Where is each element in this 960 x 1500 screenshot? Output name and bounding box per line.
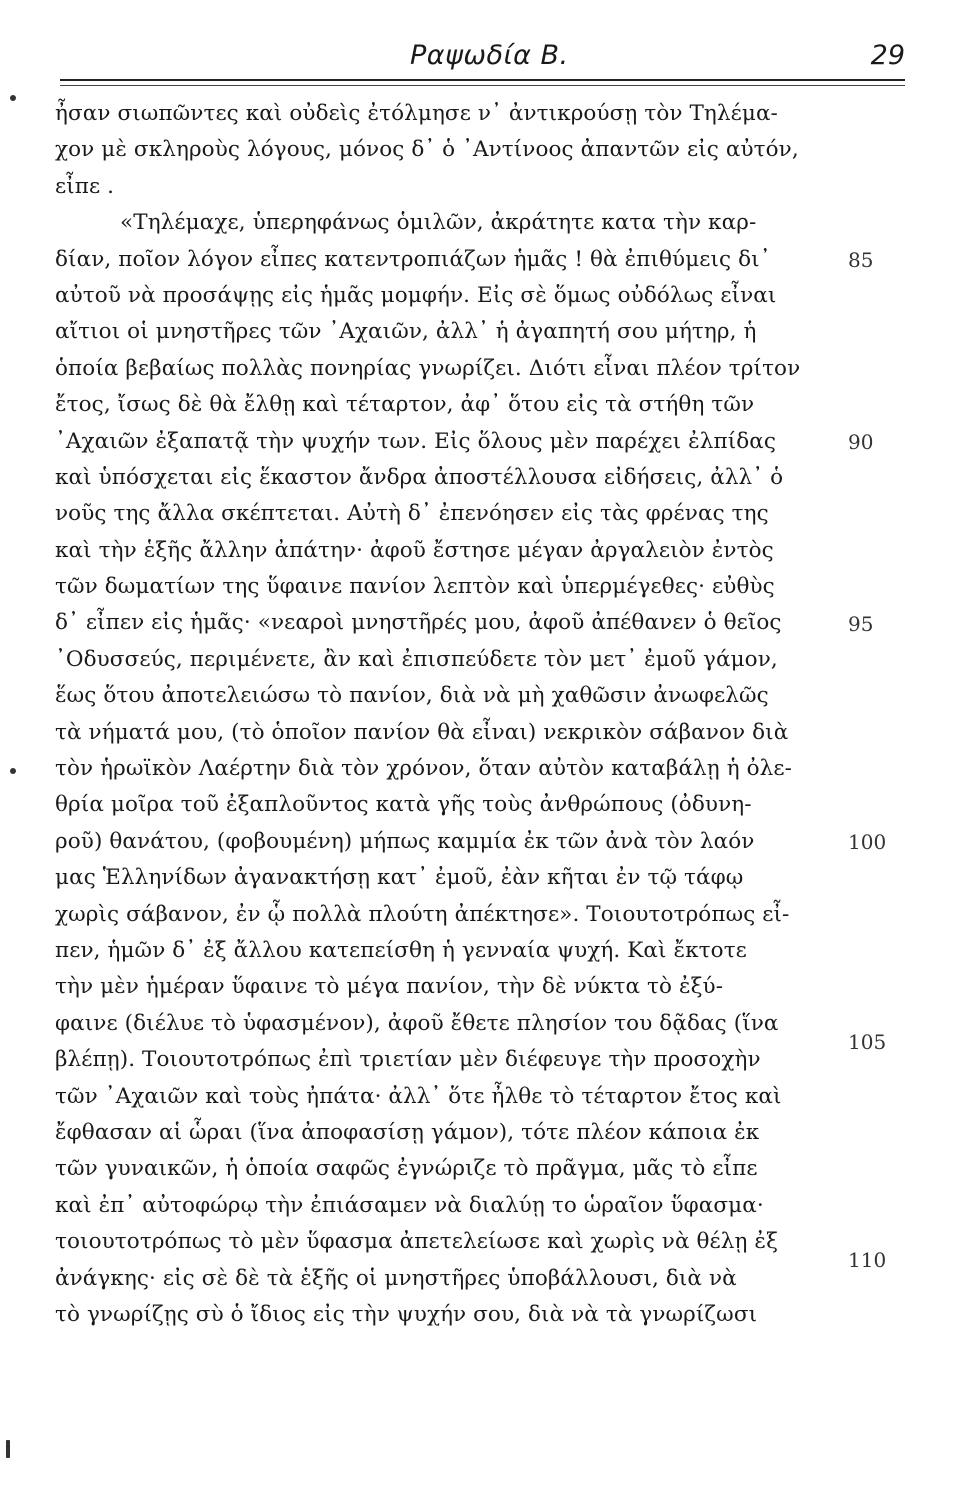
text-line: ἔφθασαν αἱ ὧραι (ἵνα ἀποφασίσῃ γάμον), τότε πλέον κάποια ἐκ (55, 1119, 760, 1145)
header-rule-thick (60, 79, 905, 81)
text-line: αἴτιοι οἱ μνηστῆρες τῶν ᾿Αχαιῶν, ἀλλ᾽ ἡ ἀγαπητή σου μήτηρ, ἡ (55, 319, 757, 345)
text-line: αὐτοῦ νὰ προσάψῃς εἰς ἡμᾶς μομφήν. Εἰς σὲ ὅμως οὐδόλως εἶναι (55, 282, 777, 308)
text-line: τῶν ᾿Αχαιῶν καὶ τοὺς ἠπάτα· ἀλλ᾽ ὅτε ἦλθε τὸ τέταρτον ἔτος καὶ (55, 1083, 782, 1109)
line-number: 90 (848, 430, 874, 454)
text-line: δίαν, ποῖον λόγον εἶπες κατεντροπιάζων ἡμᾶς ! θὰ ἐπιθύμεις δι᾽ (55, 246, 771, 272)
text-line: τῶν γυναικῶν, ἡ ὁποία σαφῶς ἐγνώριζε τὸ πρᾶγμα, μᾶς τὸ εἶπε (55, 1156, 758, 1182)
line-number: 105 (848, 1030, 887, 1054)
text-line: τὴν μὲν ἡμέραν ὕφαινε τὸ μέγα πανίον, τὴν δὲ νύκτα τὸ ἐξύ- (55, 974, 724, 1000)
text-line: χον μὲ σκληροὺς λόγους, μόνος δ᾽ ὁ ᾿Αντίνοος ἀπαντῶν εἰς αὐτόν, (55, 137, 799, 163)
text-line: ᾿Οδυσσεύς, περιμένετε, ἂν καὶ ἐπισπεύδετε τὸν μετ᾽ ἐμοῦ γάμον, (55, 646, 778, 672)
text-line: τῶν δωματίων της ὕφαινε πανίον λεπτὸν καὶ ὑπερμέγεθες· εὐθὺς (55, 574, 775, 600)
text-line: ἕως ὅτου ἀποτελειώσω τὸ πανίον, διὰ νὰ μὴ χαθῶσιν ἀνωφελῶς (55, 683, 769, 709)
line-number: 95 (848, 612, 874, 636)
text-line: πεν, ἡμῶν δ᾽ ἐξ ἄλλου κατεπείσθη ἡ γενναία ψυχή. Καὶ ἔκτοτε (55, 937, 747, 963)
text-line: τὰ νήματά μου, (τὸ ὁποῖον πανίον θὰ εἶναι) νεκρικὸν σάβανον διὰ (55, 719, 789, 745)
text-line: χωρὶς σάβανον, ἐν ᾧ πολλὰ πλούτη ἀπέκτησε». Τοιουτοτρόπως εἶ- (55, 901, 790, 927)
line-number: 110 (848, 1248, 887, 1272)
page-header (60, 40, 905, 80)
text-line: ᾿Αχαιῶν ἐξαπατᾷ τὴν ψυχήν των. Εἰς ὅλους μὲν παρέχει ἐλπίδας (55, 428, 777, 454)
text-line: ὁποία βεβαίως πολλὰς πονηρίας γνωρίζει. Διότι εἶναι πλέον τρίτον (55, 355, 801, 381)
margin-mark (10, 95, 16, 101)
text-line: φαινε (διέλυε τὸ ὑφασμένον), ἀφοῦ ἔθετε πλησίον του δᾷδας (ἵνα (55, 1010, 779, 1036)
text-line: εἶπε . (55, 173, 115, 199)
text-line: «Τηλέμαχε, ὑπερηφάνως ὁμιλῶν, ἀκράτητε κατα τὴν καρ- (120, 210, 757, 236)
text-line: μας Ἑλληνίδων ἀγανακτήσῃ κατ᾽ ἐμοῦ, ἐὰν κῆται ἐν τῷ τάφῳ (55, 865, 744, 891)
text-line: ἔτος, ἴσως δὲ θὰ ἔλθῃ καὶ τέταρτον, ἀφ᾽ ὅτου εἰς τὰ στήθη τῶν (55, 392, 755, 418)
text-line: καὶ ἐπ᾽ αὐτοφώρῳ τὴν ἐπιάσαμεν νὰ διαλύῃ το ὡραῖον ὕφασμα· (55, 1192, 764, 1218)
line-number: 100 (848, 830, 887, 854)
running-title: Ραψωδία Β. (410, 40, 569, 71)
margin-mark (10, 768, 16, 774)
line-number: 85 (848, 248, 874, 272)
text-line: ροῦ) θανάτου, (φοβουμένη) μήπως καμμία ἐκ τῶν ἀνὰ τὸν λαόν (55, 828, 755, 854)
text-line: βλέπῃ). Τοιουτοτρόπως ἐπὶ τριετίαν μὲν διέφευγε τὴν προσοχὴν (55, 1047, 761, 1073)
text-line: καὶ τὴν ἑξῆς ἄλλην ἀπάτην· ἀφοῦ ἔστησε μέγαν ἀργαλειὸν ἐντὸς (55, 537, 774, 563)
text-line: ἦσαν σιωπῶντες καὶ οὐδεὶς ἐτόλμησε ν᾽ ἀντικρούσῃ τὸν Τηλέμα- (55, 101, 778, 126)
header-rule-thin (60, 85, 905, 86)
text-line: δ᾽ εἶπεν εἰς ἡμᾶς· «νεαροὶ μνηστῆρές μου, ἀφοῦ ἀπέθανεν ὁ θεῖος (55, 610, 782, 636)
body-text (55, 96, 840, 1333)
text-line: τοιουτοτρόπως τὸ μὲν ὕφασμα ἀπετελείωσε καὶ χωρὶς νὰ θέλῃ ἐξ (55, 1229, 779, 1255)
margin-mark (6, 1440, 10, 1458)
text-line: τὸν ἡρωϊκὸν Λαέρτην διὰ τὸν χρόνον, ὅταν αὐτὸν καταβάλῃ ἡ ὀλε- (55, 756, 792, 782)
text-line: τὸ γνωρίζῃς σὺ ὁ ἴδιος εἰς τὴν ψυχήν σου, διὰ νὰ τὰ γνωρίζωσι (55, 1301, 758, 1327)
text-line: καὶ ὑπόσχεται εἰς ἕκαστον ἄνδρα ἀποστέλλουσα εἰδήσεις, ἀλλ᾽ ὁ (55, 464, 784, 490)
text-line: θρία μοῖρα τοῦ ἐξαπλοῦντος κατὰ γῆς τοὺς ἀνθρώπους (ὀδυνη- (55, 792, 752, 818)
text-line: νοῦς της ἄλλα σκέπτεται. Αὐτὴ δ᾽ ἐπενόησεν εἰς τὰς φρένας της (55, 501, 769, 527)
text-line: ἀνάγκης· εἰς σὲ δὲ τὰ ἑξῆς οἱ μνηστῆρες ὑποβάλλουσι, διὰ νὰ (55, 1265, 737, 1291)
page-number: 29 (870, 40, 905, 71)
